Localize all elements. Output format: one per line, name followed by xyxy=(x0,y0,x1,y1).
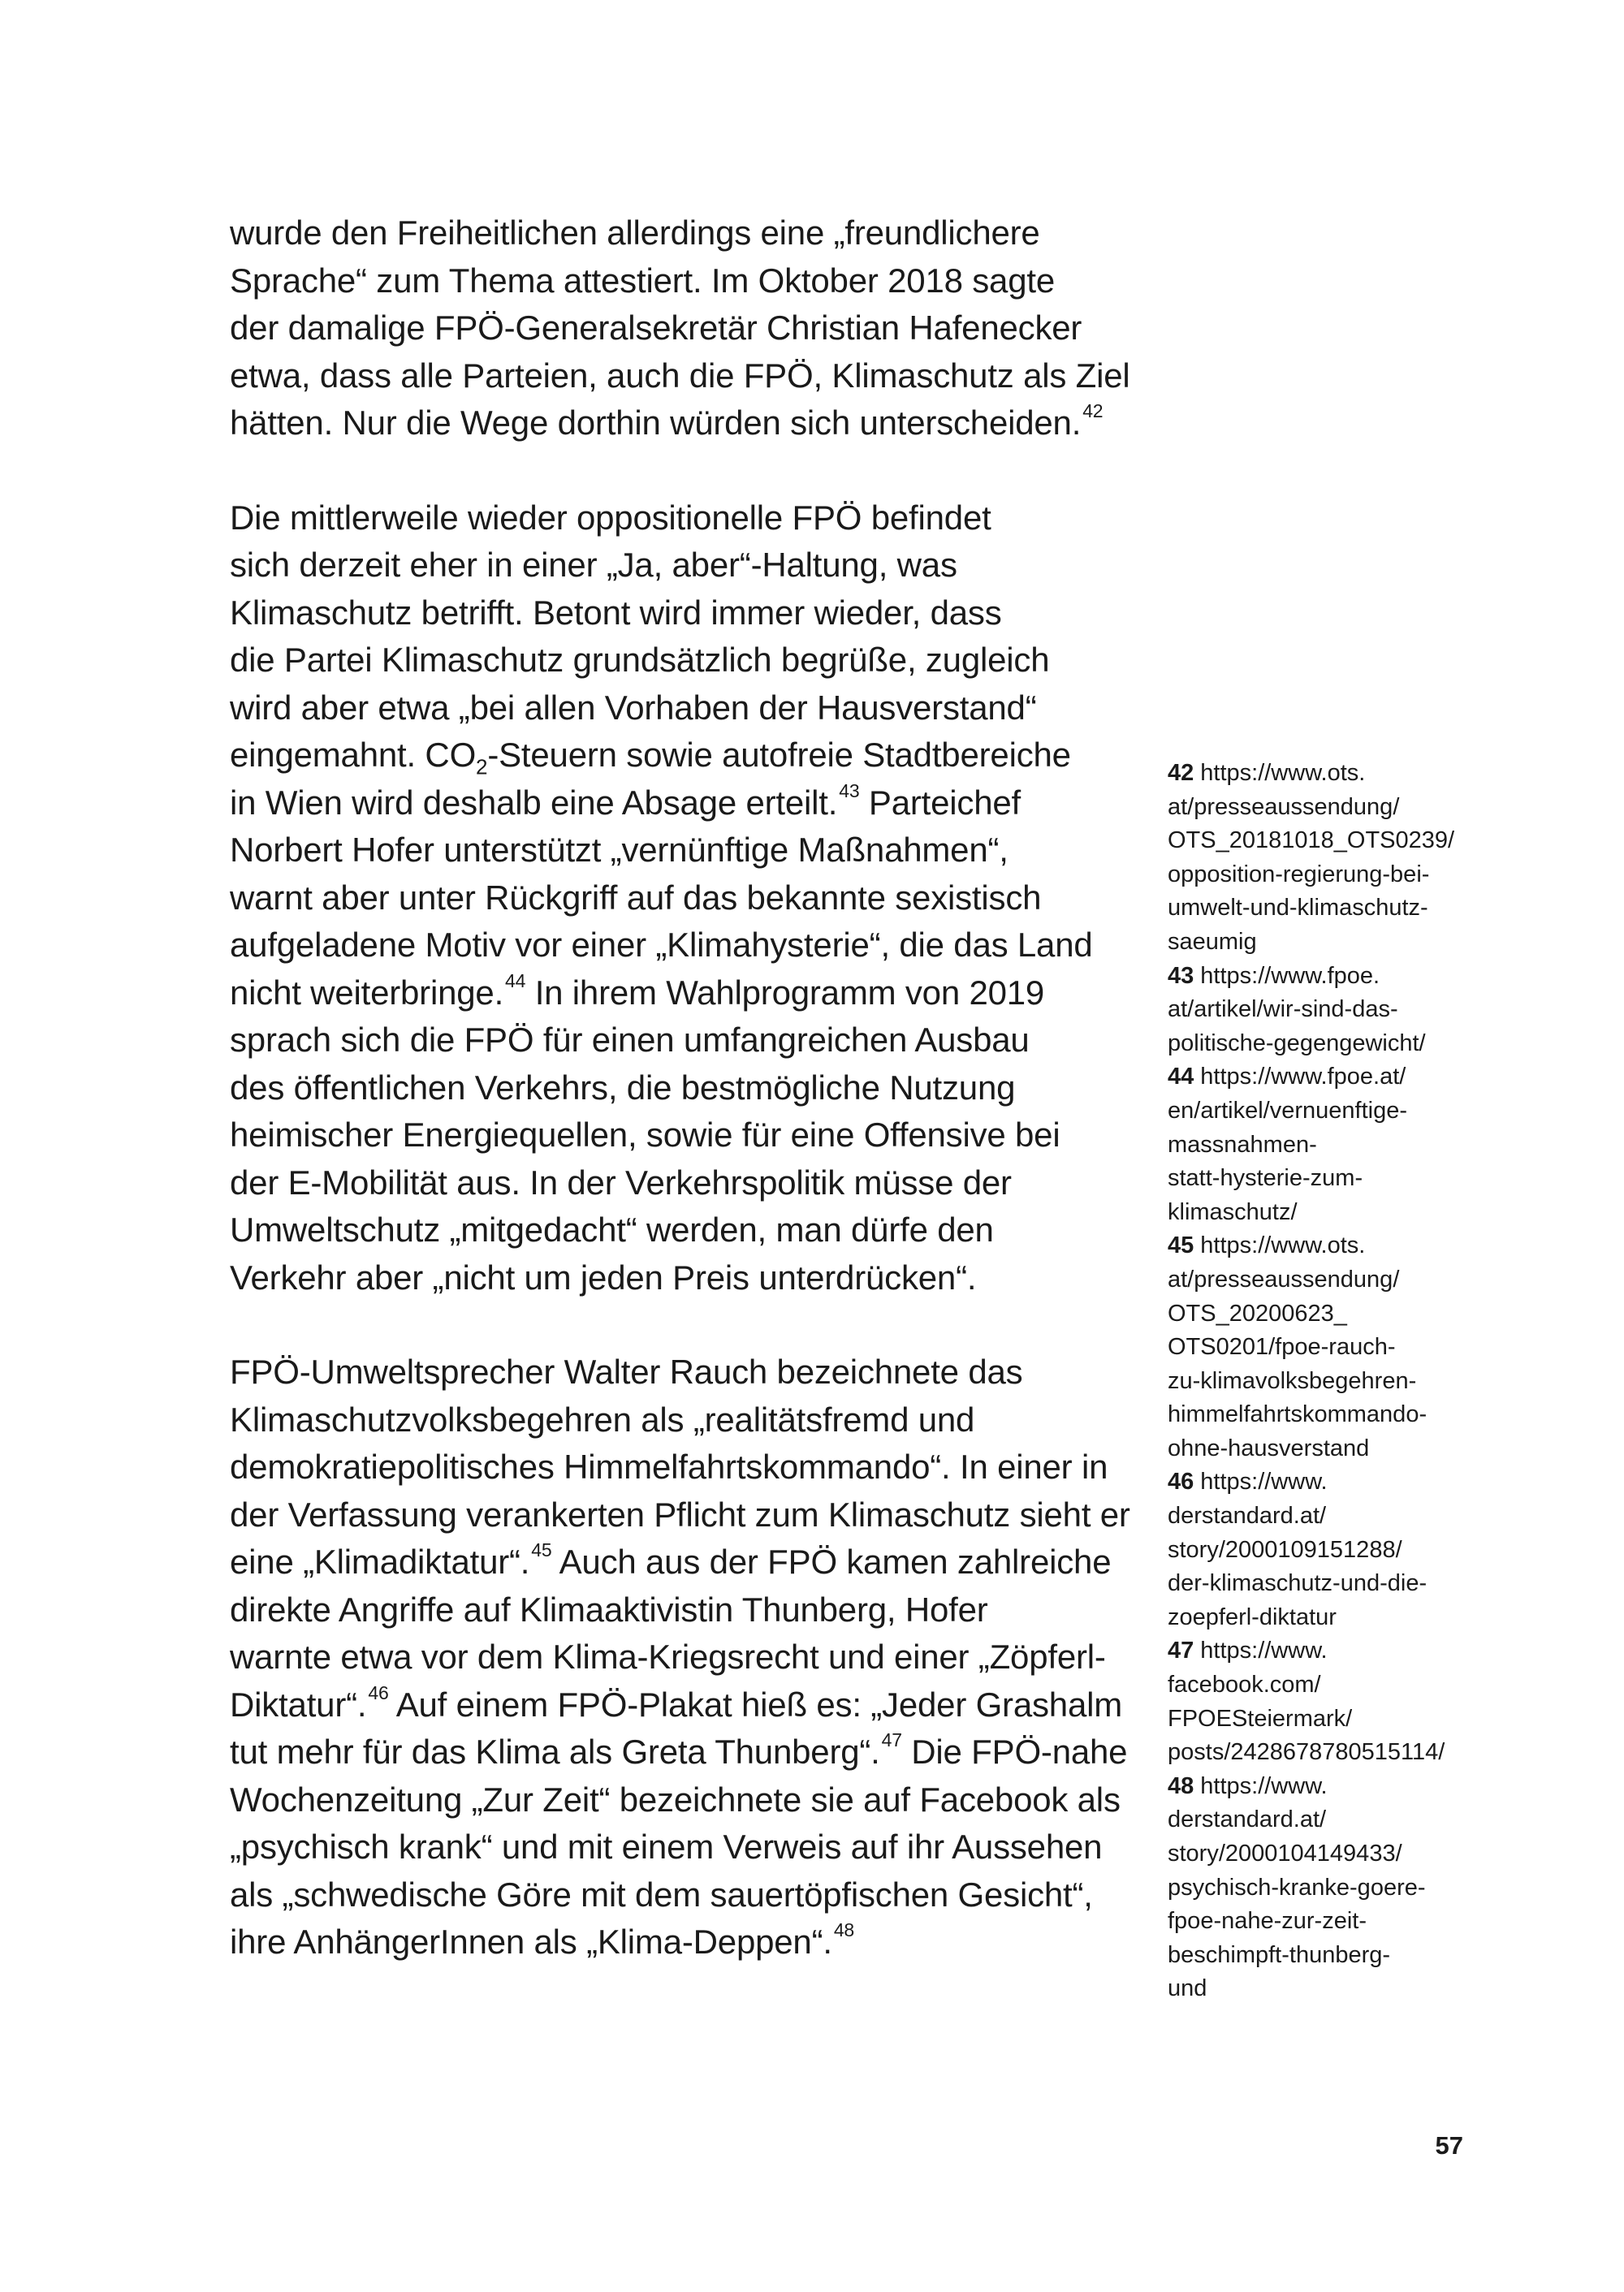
text-line: sprach sich die FPÖ für einen umfangreichen Ausbau xyxy=(230,1021,1030,1059)
text-line xyxy=(230,732,1164,779)
footnote-number: 42 xyxy=(1168,760,1194,786)
footnote-line[interactable] xyxy=(1168,1229,1476,1263)
footnote-42 xyxy=(1168,757,1476,960)
text-line: Wochenzeitung „Zur Zeit“ bezeichnete sie auf Facebook als xyxy=(230,1780,1121,1819)
footnote-line[interactable]: opposition-regierung-bei- xyxy=(1168,861,1430,887)
footnote-number: 44 xyxy=(1168,1064,1194,1090)
footnote-link-text[interactable]: https://www. xyxy=(1200,1772,1328,1799)
footnote-line[interactable]: klimaschutz/ xyxy=(1168,1198,1298,1225)
text-line: der Verfassung verankerten Pflicht zum Klimaschutz sieht er xyxy=(230,1495,1130,1534)
text-segment: ihre AnhängerInnen als „Klima-Deppen“. xyxy=(230,1923,832,1961)
footnote-43 xyxy=(1168,960,1476,1061)
text-line: direkte Angriffe auf Klimaaktivistin Thunberg, Hofer xyxy=(230,1590,988,1629)
footnote-line[interactable] xyxy=(1168,1634,1476,1668)
text-line: warnt aber unter Rückgriff auf das bekannte sexistisch xyxy=(230,878,1042,917)
footnote-line[interactable]: derstandard.at/ xyxy=(1168,1806,1327,1833)
co2-subscript: 2 xyxy=(476,754,488,779)
footnote-line[interactable]: story/2000109151288/ xyxy=(1168,1536,1402,1563)
footnote-ref-45[interactable]: 45 xyxy=(531,1539,552,1560)
footnote-link-text[interactable]: https://www.fpoe. xyxy=(1200,962,1380,989)
footnote-line[interactable]: der-klimaschutz-und-die- xyxy=(1168,1570,1427,1597)
footnote-line[interactable]: story/2000104149433/ xyxy=(1168,1841,1402,1867)
text-segment: -Steuern sowie autofreie Stadtbereiche xyxy=(487,736,1071,774)
text-segment: hätten. Nur die Wege dorthin würden sich unterscheiden. xyxy=(230,404,1082,442)
footnote-number: 48 xyxy=(1168,1772,1194,1799)
text-line: der damalige FPÖ-Generalsekretär Christian Hafenecker xyxy=(230,309,1082,347)
footnote-line[interactable]: zu-klimavolksbegehren- xyxy=(1168,1367,1417,1394)
footnote-ref-46[interactable]: 46 xyxy=(368,1681,389,1703)
paragraph-3 xyxy=(230,1349,1164,1966)
footnote-line[interactable]: saeumig xyxy=(1168,928,1257,955)
footnote-link-text[interactable]: https://www.ots. xyxy=(1200,1232,1366,1259)
text-segment: tut mehr für das Klima als Greta Thunberg“. xyxy=(230,1733,880,1771)
footnote-line[interactable]: massnahmen- xyxy=(1168,1131,1317,1158)
footnote-line[interactable]: facebook.com/ xyxy=(1168,1672,1321,1698)
footnote-line[interactable]: at/presseaussendung/ xyxy=(1168,1266,1400,1293)
text-line: demokratiepolitisches Himmelfahrtskommando“. In einer in xyxy=(230,1448,1108,1486)
footnote-ref-48[interactable]: 48 xyxy=(833,1919,855,1940)
footnote-line[interactable]: fpoe-nahe-zur-zeit- xyxy=(1168,1908,1367,1935)
text-line: heimischer Energiequellen, sowie für eine Offensive bei xyxy=(230,1116,1060,1154)
footnote-line[interactable]: zoepferl-diktatur xyxy=(1168,1604,1337,1630)
text-line: Klimaschutz betrifft. Betont wird immer wieder, dass xyxy=(230,593,1002,632)
text-segment: eingemahnt. CO xyxy=(230,736,477,774)
text-segment: Auf einem FPÖ-Plakat hieß es: „Jeder Grashalm xyxy=(388,1685,1123,1724)
text-line: sich derzeit eher in einer „Ja, aber“-Haltung, was xyxy=(230,546,957,584)
footnote-line[interactable] xyxy=(1168,1060,1476,1094)
text-line: die Partei Klimaschutz grundsätzlich begrüße, zugleich xyxy=(230,641,1050,679)
footnote-link-text[interactable]: https://www.fpoe.at/ xyxy=(1200,1064,1406,1090)
footnote-line[interactable]: OTS0201/fpoe-rauch- xyxy=(1168,1334,1396,1361)
footnote-line[interactable]: himmelfahrtskommando- xyxy=(1168,1401,1427,1428)
footnote-line[interactable] xyxy=(1168,1770,1476,1804)
main-text-column xyxy=(230,209,1164,2014)
text-line: der E-Mobilität aus. In der Verkehrspolitik müsse der xyxy=(230,1163,1012,1202)
text-segment: Die FPÖ-nahe xyxy=(901,1733,1128,1771)
footnote-link-text[interactable]: https://www. xyxy=(1200,1469,1328,1496)
text-line xyxy=(230,779,1164,827)
footnotes-column xyxy=(1168,757,1476,2006)
footnote-44 xyxy=(1168,1060,1476,1229)
footnote-ref-47[interactable]: 47 xyxy=(881,1729,902,1750)
footnote-47 xyxy=(1168,1634,1476,1769)
footnote-line[interactable]: beschimpft-thunberg- xyxy=(1168,1941,1391,1968)
text-line: Die mittlerweile wieder oppositionelle FPÖ befindet xyxy=(230,498,991,537)
text-segment: Parteichef xyxy=(859,783,1021,822)
text-segment: Auch aus der FPÖ kamen zahlreiche xyxy=(551,1543,1112,1581)
text-line xyxy=(230,399,1164,447)
text-line: aufgeladene Motiv vor einer „Klimahysterie“, die das Land xyxy=(230,926,1093,964)
footnote-number: 43 xyxy=(1168,962,1194,989)
footnote-line[interactable]: und xyxy=(1168,1975,1207,2002)
footnote-number: 45 xyxy=(1168,1232,1194,1259)
footnote-line[interactable]: OTS_20200623_ xyxy=(1168,1300,1347,1327)
footnote-46 xyxy=(1168,1465,1476,1634)
footnote-line[interactable]: derstandard.at/ xyxy=(1168,1503,1327,1530)
text-segment: in Wien wird deshalb eine Absage erteilt. xyxy=(230,783,838,822)
text-line xyxy=(230,1729,1164,1776)
text-line xyxy=(230,1681,1164,1729)
text-segment: Diktatur“. xyxy=(230,1685,367,1724)
footnote-45 xyxy=(1168,1229,1476,1465)
text-line: FPÖ-Umweltsprecher Walter Rauch bezeichnete das xyxy=(230,1353,1023,1391)
footnote-line[interactable]: at/artikel/wir-sind-das- xyxy=(1168,996,1398,1023)
footnote-line[interactable]: posts/2428678780515114/ xyxy=(1168,1739,1445,1766)
footnote-line[interactable] xyxy=(1168,757,1476,791)
paragraph-2 xyxy=(230,494,1164,1302)
text-line: Umweltschutz „mitgedacht“ werden, man dürfe den xyxy=(230,1211,994,1249)
footnote-line[interactable]: politische-gegengewicht/ xyxy=(1168,1029,1426,1056)
text-line: wurde den Freiheitlichen allerdings eine „freundlichere xyxy=(230,214,1040,252)
text-segment: eine „Klimadiktatur“. xyxy=(230,1543,530,1581)
footnote-ref-43[interactable]: 43 xyxy=(839,779,860,801)
text-line: als „schwedische Göre mit dem sauertöpfischen Gesicht“, xyxy=(230,1875,1093,1914)
footnote-line[interactable] xyxy=(1168,960,1476,994)
text-line: des öffentlichen Verkehrs, die bestmögliche Nutzung xyxy=(230,1068,1016,1107)
footnote-line[interactable]: OTS_20181018_OTS0239/ xyxy=(1168,827,1455,854)
text-line: Sprache“ zum Thema attestiert. Im Oktober 2018 sagte xyxy=(230,261,1055,300)
text-line: Klimaschutzvolksbegehren als „realitätsfremd und xyxy=(230,1400,975,1439)
footnote-line[interactable]: umwelt-und-klimaschutz- xyxy=(1168,895,1428,922)
text-line: etwa, dass alle Parteien, auch die FPÖ, Klimaschutz als Ziel xyxy=(230,356,1130,395)
text-segment: In ihrem Wahlprogramm von 2019 xyxy=(525,973,1045,1012)
footnote-line[interactable] xyxy=(1168,1465,1476,1500)
footnote-line[interactable]: FPOESteiermark/ xyxy=(1168,1705,1353,1732)
page-number: 57 xyxy=(1435,2131,1463,2160)
text-line: Verkehr aber „nicht um jeden Preis unterdrücken“. xyxy=(230,1258,977,1297)
footnote-link-text[interactable]: https://www.ots. xyxy=(1200,760,1366,786)
text-line xyxy=(230,1539,1164,1586)
text-line xyxy=(230,969,1164,1017)
footnote-line[interactable]: at/presseaussendung/ xyxy=(1168,793,1400,820)
footnote-number: 47 xyxy=(1168,1638,1194,1664)
paragraph-1 xyxy=(230,209,1164,447)
footnote-line[interactable]: en/artikel/vernuenftige- xyxy=(1168,1097,1407,1124)
footnote-ref-42[interactable]: 42 xyxy=(1082,400,1104,421)
text-line xyxy=(230,1919,1164,1966)
text-segment: nicht weiterbringe. xyxy=(230,973,504,1012)
footnote-number: 46 xyxy=(1168,1469,1194,1496)
footnote-line[interactable]: statt-hysterie-zum- xyxy=(1168,1165,1363,1192)
text-line: Norbert Hofer unterstützt „vernünftige Maßnahmen“, xyxy=(230,831,1009,869)
text-line: „psychisch krank“ und mit einem Verweis auf ihr Aussehen xyxy=(230,1828,1103,1866)
footnote-line[interactable]: ohne-hausverstand xyxy=(1168,1435,1370,1461)
footnote-48 xyxy=(1168,1770,1476,2006)
text-line: wird aber etwa „bei allen Vorhaben der Hausverstand“ xyxy=(230,688,1037,727)
footnote-line[interactable]: psychisch-kranke-goere- xyxy=(1168,1874,1426,1901)
text-line: warnte etwa vor dem Klima-Kriegsrecht und einer „Zöpferl- xyxy=(230,1638,1106,1676)
footnote-ref-44[interactable]: 44 xyxy=(505,969,526,991)
footnote-link-text[interactable]: https://www. xyxy=(1200,1638,1328,1664)
